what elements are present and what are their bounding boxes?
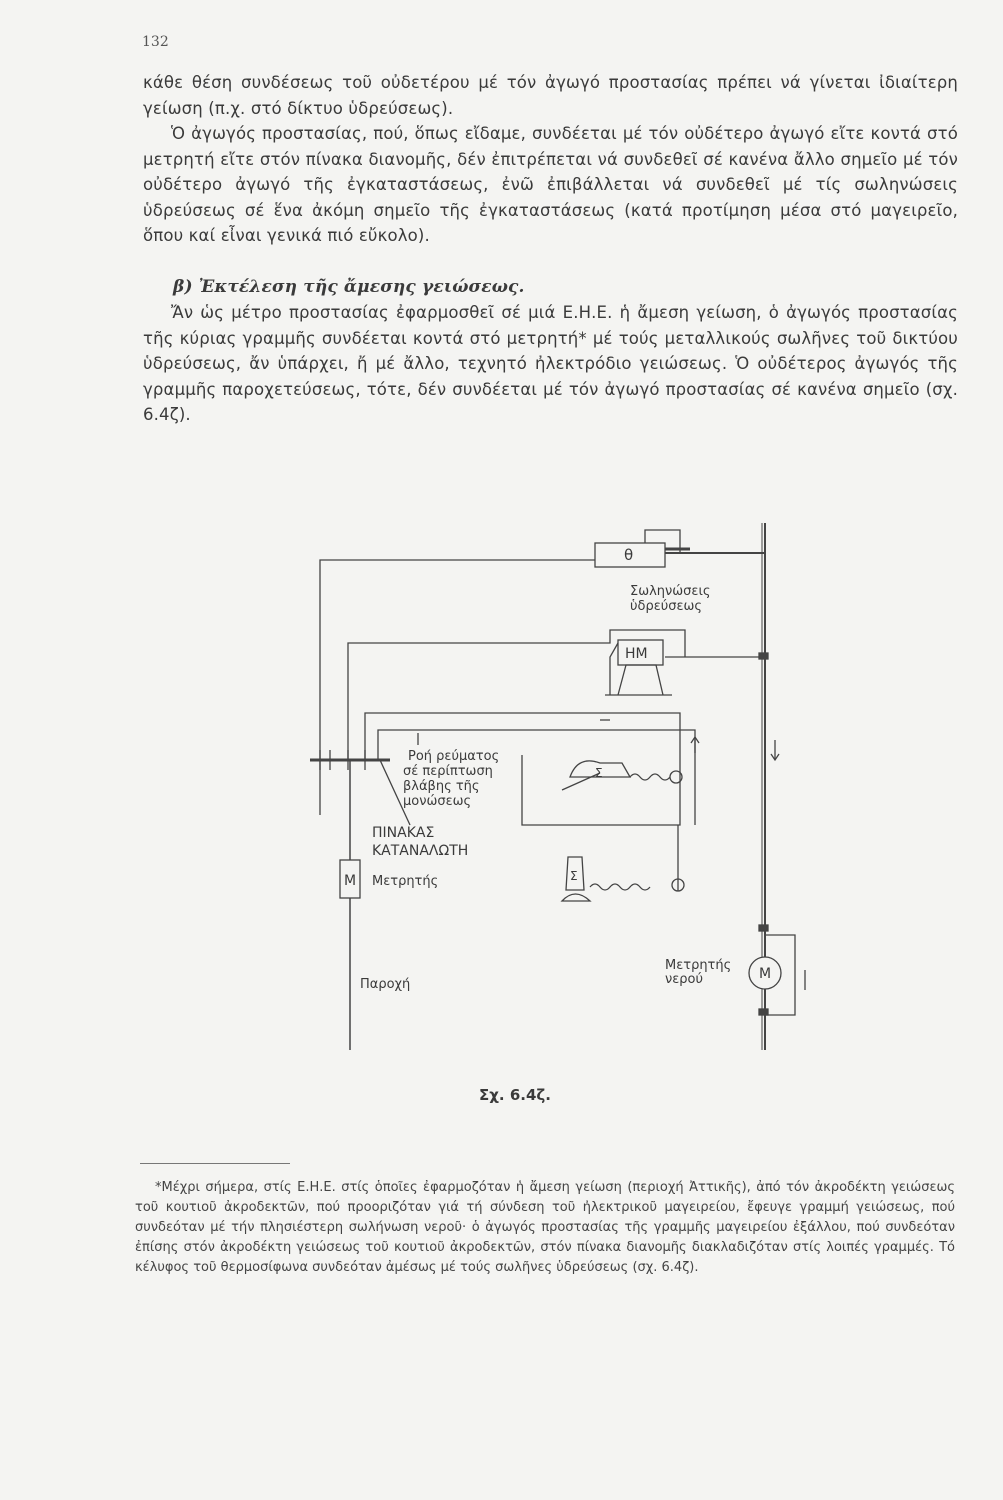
lamp-sigma: Σ xyxy=(570,869,578,883)
paragraph-3: Ἄν ὡς μέτρο προστασίας ἐφαρμοσθεῖ σέ μιά Ε.Η.Ε. ἡ ἄμεση γείωση, ὁ ἀγωγός προστασίας τῆς κύριας γραμμῆς συνδέεται κοντά στό μετρητή* μέ τούς μεταλλικούς σωλῆνες τοῦ δικτύου ὑδρεύσεως, ἄν ὑπάρχει, ἤ μέ ἄλλο, τεχνητό ἠλεκτρόδιο γειώσεως. Ὁ οὐδέτερος ἀγωγός τῆς γραμμῆς παροχετεύσεως, τότε, δέν συνδέεται μέ τόν ἀγωγό προστασίας σέ κανένα σημεῖο (σχ. 6.4ζ). xyxy=(143,303,958,424)
water-meter-label-1: Μετρητής xyxy=(665,958,732,973)
pipe-clamp xyxy=(759,653,768,659)
meter-m-label: Μ xyxy=(344,873,357,889)
paragraph-2: Ὁ ἀγωγός προστασίας, πού, ὅπως εἴδαμε, συνδέεται μέ τόν οὐδέτερο ἀγωγό εἴτε κοντά στό μετρητή εἴτε στόν πίνακα διανομῆς, δέν ἐπιτρέπεται νά συνδεθεῖ σέ κανένα ἄλλο σημεῖο μέ τόν οὐδέτερο ἀγωγό τῆς ἐγκαταστάσεως, ἐνῶ ἐπιβάλλεται νά συνδεθεῖ μέ τίς σωληνώσεις ὑδρεύσεως σέ ἕνα ἀκόμη σημεῖο τῆς ἐγκαταστάσεως (κατά προτίμηση μέσα στό μαγειρεῖο, ὅπου καί εἶναι γενικά πιό εὔκολο). xyxy=(143,124,958,245)
flow-label-2: σέ περίπτωση xyxy=(403,764,493,779)
paragraph-1: κάθε θέση συνδέσεως τοῦ οὐδετέρου μέ τόν ἀγωγό προστασίας πρέπει νά γίνεται ἰδιαίτερη γείωση (π.χ. στό δίκτυο ὑδρεύσεως). xyxy=(143,73,958,118)
supply-label: Παροχή xyxy=(360,977,411,992)
flow-label-4: μονώσεως xyxy=(403,794,472,809)
water-meter-m: Μ xyxy=(759,966,772,982)
page-number: 132 xyxy=(142,34,169,50)
section-heading: β) Ἐκτέλεση τῆς ἄμεσης γειώσεως. xyxy=(173,276,525,297)
wiring-diagram xyxy=(300,515,840,1079)
theta-label: θ xyxy=(624,546,634,564)
water-meter-label-2: νερού xyxy=(665,972,704,987)
body-text xyxy=(143,70,958,428)
panel-label-2: ΚΑΤΑΝΑΛΩΤΗ xyxy=(372,843,469,859)
pipes-label-2: ὑδρεύσεως xyxy=(630,599,703,614)
pipes-label-1: Σωληνώσεις xyxy=(630,584,711,599)
footnote-divider xyxy=(140,1163,290,1164)
footnote: *Μέχρι σήμερα, στίς Ε.Η.Ε. στίς ὁποῖες ἐφαρμοζόταν ἡ ἄμεση γείωση (περιοχή Ἀττικῆς), ἀπό τόν ἀκροδέκτη γειώσεως τοῦ κουτιοῦ ἀκροδεκτῶν, πού προοριζόταν γιά τή σύνδεση τοῦ ἠλεκτρικοῦ μαγειρείου, ἔφευγε γραμμή γειώσεως, πού συνδεόταν μέ τήν πλησιέστερη σωλήνωση νεροῦ· ὁ ἀγωγός προστασίας τῆς γραμμῆς μαγειρείου ἐξάλλου, πού συνδεόταν ἐπίσης στόν ἀκροδέκτη γειώσεως τοῦ κουτιοῦ ἀκροδεκτῶν, στόν πίνακα διανομῆς διακλαδιζόταν στίς λοιπές γραμμές. Τό κέλυφος τοῦ θερμοσίφωνα συνδεόταν ἀμέσως μέ τούς σωλῆνες ὑδρεύσεως (σχ. 6.4ζ). xyxy=(135,1180,955,1275)
figure-caption: Σχ. 6.4ζ. xyxy=(479,1086,551,1104)
flow-label-1: Ροή ρεύματος xyxy=(408,749,500,764)
panel-label-1: ΠΙΝΑΚΑΣ xyxy=(372,825,435,841)
meter-label: Μετρητής xyxy=(372,874,439,889)
flow-label-3: βλάβης τῆς xyxy=(403,779,480,794)
hm-label: ΗΜ xyxy=(625,646,648,662)
pipe-clamp xyxy=(759,925,768,931)
iron-sigma: Σ xyxy=(595,766,603,780)
pipe-clamp xyxy=(759,1009,768,1015)
